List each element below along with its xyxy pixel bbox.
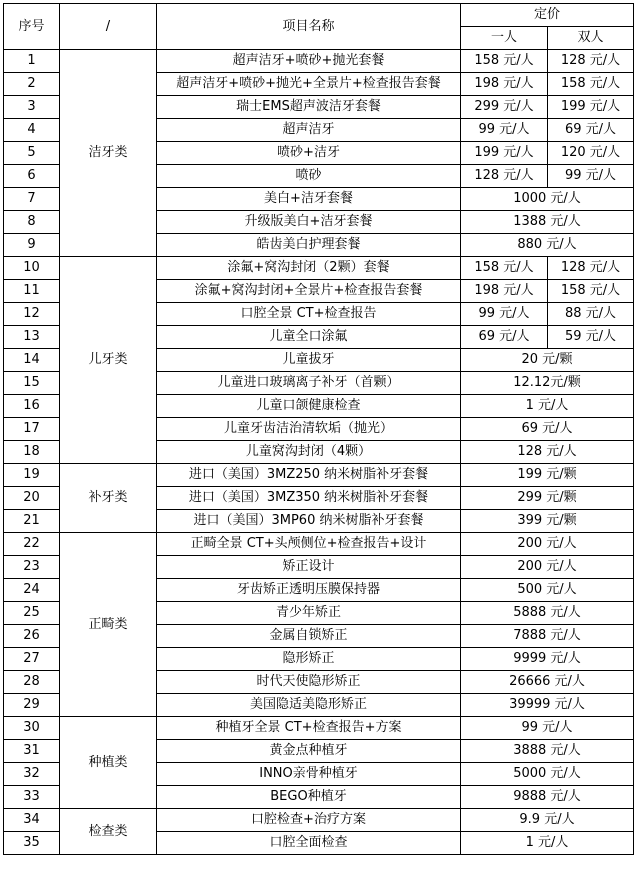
- row-number: 17: [4, 418, 60, 441]
- price-merged: 880 元/人: [461, 234, 634, 257]
- row-number: 27: [4, 648, 60, 671]
- item-name: 超声洁牙+喷砂+抛光+全景片+检查报告套餐: [157, 73, 461, 96]
- item-name: 喷砂: [157, 165, 461, 188]
- price-table: [3, 3, 634, 855]
- header-row: [4, 4, 634, 27]
- price-merged: 26666 元/人: [461, 671, 634, 694]
- item-name: 口腔全景 CT+检查报告: [157, 303, 461, 326]
- row-number: 23: [4, 556, 60, 579]
- item-name: 金属自锁矫正: [157, 625, 461, 648]
- row-number: 18: [4, 441, 60, 464]
- price-merged: 1000 元/人: [461, 188, 634, 211]
- item-name: 涂氟+窝沟封闭（2颗）套餐: [157, 257, 461, 280]
- item-name: 矫正设计: [157, 556, 461, 579]
- item-name: 种植牙全景 CT+检查报告+方案: [157, 717, 461, 740]
- item-name: 进口（美国）3MZ350 纳米树脂补牙套餐: [157, 487, 461, 510]
- price-merged: 7888 元/人: [461, 625, 634, 648]
- price-merged: 299 元/颗: [461, 487, 634, 510]
- price-single: 198 元/人: [461, 280, 548, 303]
- price-merged: 5888 元/人: [461, 602, 634, 625]
- table-row: [4, 533, 634, 556]
- item-name: 超声洁牙+喷砂+抛光套餐: [157, 50, 461, 73]
- price-single: 299 元/人: [461, 96, 548, 119]
- price-merged: 9.9 元/人: [461, 809, 634, 832]
- item-name: 进口（美国）3MP60 纳米树脂补牙套餐: [157, 510, 461, 533]
- price-double: 128 元/人: [548, 257, 634, 280]
- price-merged: 500 元/人: [461, 579, 634, 602]
- item-name: 儿童窝沟封闭（4颗）: [157, 441, 461, 464]
- item-name: 美国隐适美隐形矫正: [157, 694, 461, 717]
- price-merged: 39999 元/人: [461, 694, 634, 717]
- item-name: 牙齿矫正透明压膜保持器: [157, 579, 461, 602]
- price-double: 158 元/人: [548, 280, 634, 303]
- price-single: 158 元/人: [461, 257, 548, 280]
- price-merged: 399 元/颗: [461, 510, 634, 533]
- price-merged: 128 元/人: [461, 441, 634, 464]
- row-number: 31: [4, 740, 60, 763]
- price-double: 99 元/人: [548, 165, 634, 188]
- price-merged: 200 元/人: [461, 533, 634, 556]
- price-merged: 1 元/人: [461, 832, 634, 855]
- item-name: 口腔检查+治疗方案: [157, 809, 461, 832]
- price-merged: 9999 元/人: [461, 648, 634, 671]
- table-row: [4, 717, 634, 740]
- row-number: 20: [4, 487, 60, 510]
- price-double: 59 元/人: [548, 326, 634, 349]
- row-number: 21: [4, 510, 60, 533]
- row-number: 29: [4, 694, 60, 717]
- row-number: 28: [4, 671, 60, 694]
- row-number: 2: [4, 73, 60, 96]
- header-seq: 序号: [4, 4, 60, 50]
- item-name: 超声洁牙: [157, 119, 461, 142]
- price-single: 158 元/人: [461, 50, 548, 73]
- row-number: 8: [4, 211, 60, 234]
- price-merged: 3888 元/人: [461, 740, 634, 763]
- row-number: 1: [4, 50, 60, 73]
- row-number: 22: [4, 533, 60, 556]
- row-number: 11: [4, 280, 60, 303]
- category-label: 种植类: [60, 717, 157, 809]
- row-number: 33: [4, 786, 60, 809]
- item-name: 黄金点种植牙: [157, 740, 461, 763]
- price-double: 120 元/人: [548, 142, 634, 165]
- item-name: 儿童口颌健康检查: [157, 395, 461, 418]
- item-name: 瑞士EMS超声波洁牙套餐: [157, 96, 461, 119]
- price-merged: 99 元/人: [461, 717, 634, 740]
- table-row: [4, 464, 634, 487]
- price-merged: 1388 元/人: [461, 211, 634, 234]
- price-double: 199 元/人: [548, 96, 634, 119]
- row-number: 24: [4, 579, 60, 602]
- category-label: 正畸类: [60, 533, 157, 717]
- row-number: 13: [4, 326, 60, 349]
- row-number: 9: [4, 234, 60, 257]
- row-number: 5: [4, 142, 60, 165]
- category-label: 补牙类: [60, 464, 157, 533]
- item-name: 涂氟+窝沟封闭+全景片+检查报告套餐: [157, 280, 461, 303]
- price-merged: 69 元/人: [461, 418, 634, 441]
- item-name: 进口（美国）3MZ250 纳米树脂补牙套餐: [157, 464, 461, 487]
- row-number: 16: [4, 395, 60, 418]
- category-label: 洁牙类: [60, 50, 157, 257]
- price-merged: 5000 元/人: [461, 763, 634, 786]
- price-merged: 1 元/人: [461, 395, 634, 418]
- item-name: 正畸全景 CT+头颅侧位+检查报告+设计: [157, 533, 461, 556]
- row-number: 10: [4, 257, 60, 280]
- item-name: 隐形矫正: [157, 648, 461, 671]
- header-category: /: [60, 4, 157, 50]
- row-number: 26: [4, 625, 60, 648]
- price-single: 128 元/人: [461, 165, 548, 188]
- item-name: 美白+洁牙套餐: [157, 188, 461, 211]
- row-number: 4: [4, 119, 60, 142]
- price-single: 69 元/人: [461, 326, 548, 349]
- item-name: 口腔全面检查: [157, 832, 461, 855]
- row-number: 19: [4, 464, 60, 487]
- item-name: 喷砂+洁牙: [157, 142, 461, 165]
- item-name: INNO亲骨种植牙: [157, 763, 461, 786]
- item-name: 儿童全口涂氟: [157, 326, 461, 349]
- table-row: [4, 809, 634, 832]
- row-number: 34: [4, 809, 60, 832]
- price-double: 69 元/人: [548, 119, 634, 142]
- table-row: [4, 257, 634, 280]
- price-double: 158 元/人: [548, 73, 634, 96]
- category-label: 儿牙类: [60, 257, 157, 464]
- row-number: 3: [4, 96, 60, 119]
- price-single: 99 元/人: [461, 119, 548, 142]
- header-item-name: 项目名称: [157, 4, 461, 50]
- row-number: 32: [4, 763, 60, 786]
- item-name: 时代天使隐形矫正: [157, 671, 461, 694]
- row-number: 12: [4, 303, 60, 326]
- row-number: 35: [4, 832, 60, 855]
- row-number: 15: [4, 372, 60, 395]
- price-merged: 9888 元/人: [461, 786, 634, 809]
- item-name: 儿童拔牙: [157, 349, 461, 372]
- header-double: 双人: [548, 27, 634, 50]
- table-row: [4, 50, 634, 73]
- item-name: 青少年矫正: [157, 602, 461, 625]
- price-merged: 200 元/人: [461, 556, 634, 579]
- price-double: 88 元/人: [548, 303, 634, 326]
- item-name: 升级版美白+洁牙套餐: [157, 211, 461, 234]
- price-single: 198 元/人: [461, 73, 548, 96]
- price-single: 199 元/人: [461, 142, 548, 165]
- price-merged: 199 元/颗: [461, 464, 634, 487]
- row-number: 30: [4, 717, 60, 740]
- item-name: 皓齿美白护理套餐: [157, 234, 461, 257]
- item-name: 儿童牙齿洁治清软垢（抛光）: [157, 418, 461, 441]
- row-number: 7: [4, 188, 60, 211]
- row-number: 6: [4, 165, 60, 188]
- table-body: [4, 50, 634, 855]
- header-single: 一人: [461, 27, 548, 50]
- header-price: 定价: [461, 4, 634, 27]
- price-single: 99 元/人: [461, 303, 548, 326]
- price-double: 128 元/人: [548, 50, 634, 73]
- price-merged: 12.12元/颗: [461, 372, 634, 395]
- row-number: 14: [4, 349, 60, 372]
- item-name: BEGO种植牙: [157, 786, 461, 809]
- category-label: 检查类: [60, 809, 157, 855]
- row-number: 25: [4, 602, 60, 625]
- price-merged: 20 元/颗: [461, 349, 634, 372]
- item-name: 儿童进口玻璃离子补牙（首颗）: [157, 372, 461, 395]
